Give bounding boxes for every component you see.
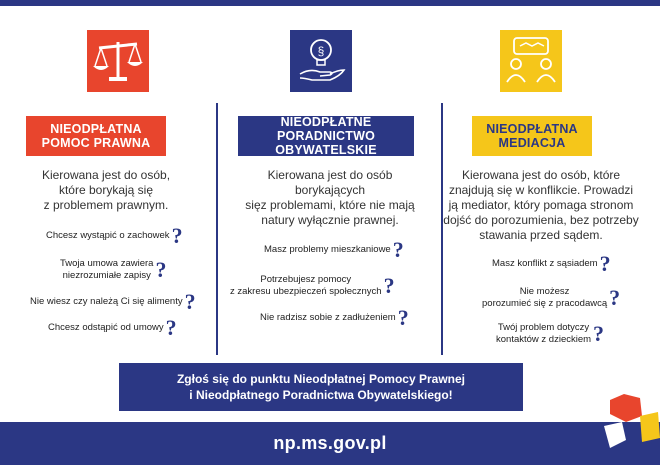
question-mark-icon: ? — [383, 273, 395, 298]
svg-text:§: § — [317, 44, 325, 58]
column-civic-advice — [230, 0, 430, 360]
question-mark-icon: ? — [184, 289, 196, 314]
question-mark-icon: ? — [155, 257, 167, 282]
question-mark-icon: ? — [599, 251, 611, 276]
question-mark-icon: ? — [165, 315, 177, 340]
title-civic-advice: NIEODPŁATNE PORADNICTWO OBYWATELSKIE — [238, 116, 414, 156]
question-item: Masz konflikt z sąsiadem ? — [492, 251, 611, 276]
desc-mediation: Kierowana jest do osób, które znajdują się w konflikcie. Prowadzi ją mediator, który pomaga stronom dojść do porozumienia, bez potrzeby stawania przed sądem. — [443, 168, 639, 242]
desc-civic-advice: Kierowana jest do osób borykających sięz problemami, które nie mają natury wyłącznie prawnej. — [245, 168, 415, 227]
question-item: Nie wiesz czy należą Ci się alimenty ? — [30, 289, 196, 314]
question-item: Potrzebujesz pomocy z zakresu ubezpieczeń społecznych ? — [230, 273, 395, 298]
question-item: Twój problem dotyczy kontaktów z dzieckiem ? — [496, 321, 605, 346]
mediation-icon — [500, 30, 562, 92]
call-to-action-banner: Zgłoś się do punktu Nieodpłatnej Pomocy Prawnej i Nieodpłatnego Poradnictwa Obywatelskiego! — [119, 363, 523, 411]
column-legal-aid — [16, 0, 216, 360]
column-divider — [216, 103, 218, 355]
title-mediation: NIEODPŁATNA MEDIACJA — [472, 116, 592, 156]
mediation-icon-box — [500, 30, 562, 92]
question-mark-icon: ? — [397, 305, 409, 330]
question-mark-icon: ? — [171, 223, 183, 248]
question-item: Chcesz wystąpić o zachowek ? — [46, 223, 183, 248]
scales-icon-box — [87, 30, 149, 92]
question-item: Chcesz odstąpić od umowy ? — [48, 315, 177, 340]
question-item: Nie radzisz sobie z zadłużeniem ? — [260, 305, 409, 330]
footer-bar — [0, 422, 660, 465]
desc-legal-aid: Kierowana jest do osób, które borykają się z problemem prawnym. — [41, 168, 171, 212]
column-mediation — [444, 0, 644, 360]
question-item: Twoja umowa zawiera niezrozumiałe zapisy ? — [60, 257, 167, 282]
question-item: Masz problemy mieszkaniowe ? — [264, 237, 404, 262]
scales-icon — [87, 30, 149, 92]
decorative-shapes-icon — [596, 390, 660, 465]
footer-url[interactable]: np.ms.gov.pl — [273, 433, 387, 453]
question-mark-icon: ? — [593, 321, 605, 346]
question-item: Nie możesz porozumieć się z pracodawcą ? — [482, 285, 621, 310]
question-mark-icon: ? — [609, 285, 621, 310]
title-legal-aid: NIEODPŁATNA POMOC PRAWNA — [26, 116, 166, 156]
lightbulb-hand-icon — [290, 30, 352, 92]
question-mark-icon: ? — [392, 237, 404, 262]
lightbulb-icon-box — [290, 30, 352, 92]
